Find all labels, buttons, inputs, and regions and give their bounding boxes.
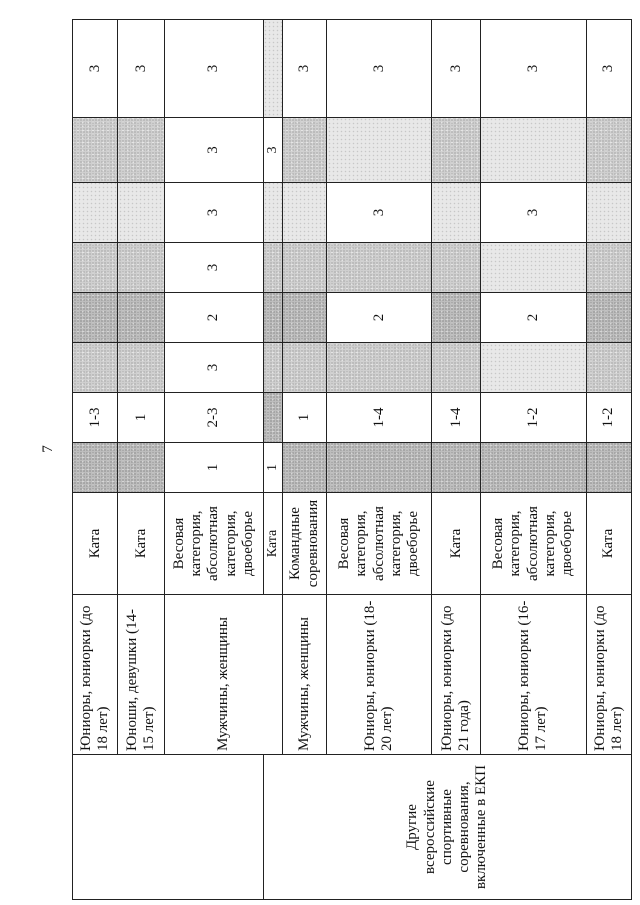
group-cell: Мужчины, женщины [164,595,282,755]
grid-cell [432,293,481,343]
group-cell: Юниоры, юниорки (до 18 лет) [586,595,632,755]
grid-cell: 1-4 [327,393,432,443]
grid-cell [282,118,326,183]
grid-cell [586,243,632,293]
category-cell: Ката [432,493,481,595]
grid-cell: 3 [282,20,326,118]
grid-cell [282,443,326,493]
grid-cell [432,343,481,393]
category-cell: Ката [118,493,165,595]
grid-cell: 1-4 [432,393,481,443]
grid-cell [586,118,632,183]
grid-cell [263,393,282,443]
grid-cell [282,183,326,243]
grid-cell: 3 [481,183,586,243]
group-cell: Юниоры, юниорки (до 18 лет) [73,595,118,755]
category-cell: Ката [263,493,282,595]
category-cell: Ката [73,493,118,595]
page-number: 7 [40,445,56,453]
category-cell: Ката [586,493,632,595]
table-row [73,20,118,900]
grid-cell: 2 [327,293,432,343]
grid-cell: 3 [586,20,632,118]
grid-cell: 1 [282,393,326,443]
category-cell: Командные соревнования [282,493,326,595]
group-cell: Мужчины, женщины [282,595,326,755]
grid-cell [282,243,326,293]
grid-cell [586,293,632,343]
grid-cell [73,183,118,243]
grid-cell: 1-2 [586,393,632,443]
table-row [263,20,282,900]
category-cell: Весовая категория, абсолютная категория, двоеборье [164,493,263,595]
grid-cell [586,343,632,393]
grid-cell [73,443,118,493]
grid-cell [327,443,432,493]
grid-cell [73,243,118,293]
grid-cell: 3 [327,20,432,118]
grid-cell [118,118,165,183]
grid-cell: 3 [432,20,481,118]
grid-cell [118,343,165,393]
grid-cell: 3 [73,20,118,118]
grid-cell [263,183,282,243]
grid-cell [327,243,432,293]
grid-cell: 1 [164,443,263,493]
grid-cell [118,293,165,343]
grid-cell [263,343,282,393]
category-cell: Весовая категория, абсолютная категория, двоеборье [481,493,586,595]
grid-cell: 1-3 [73,393,118,443]
grid-cell [282,293,326,343]
grid-cell [586,183,632,243]
grid-cell [118,183,165,243]
grid-cell: 2-3 [164,393,263,443]
grid-cell [263,293,282,343]
grid-cell [481,118,586,183]
grid-cell: 3 [263,118,282,183]
grid-cell [282,343,326,393]
grid-cell: 3 [164,118,263,183]
grid-cell [327,118,432,183]
grid-cell [118,243,165,293]
grid-cell: 2 [164,293,263,343]
grid-cell [263,20,282,118]
group-cell: Юниоры, юниорки (18-20 лет) [327,595,432,755]
grid-cell: 3 [164,343,263,393]
rotated-table-wrapper [72,20,632,900]
grid-cell: 1 [263,443,282,493]
grid-cell [327,343,432,393]
category-cell: Весовая категория, абсолютная категория, двоеборье [327,493,432,595]
grid-cell [432,183,481,243]
table-sheet [72,20,632,900]
grid-cell: 3 [164,243,263,293]
grid-cell [118,443,165,493]
grid-cell [586,443,632,493]
grid-cell: 3 [327,183,432,243]
grid-cell [73,118,118,183]
grid-cell: 1 [118,393,165,443]
grid-cell [481,243,586,293]
grid-cell [73,343,118,393]
grid-cell: 2 [481,293,586,343]
grid-cell [73,293,118,343]
empty-competition-cell [73,755,264,900]
grid-cell [481,443,586,493]
grid-cell [432,443,481,493]
grid-cell: 3 [164,20,263,118]
grid-cell [432,118,481,183]
grid-cell: 3 [481,20,586,118]
grid-cell: 3 [164,183,263,243]
group-cell: Юниоры, юниорки (до 21 года) [432,595,481,755]
data-table [72,19,632,900]
group-cell: Юноши, девушки (14-15 лет) [118,595,165,755]
grid-cell: 3 [118,20,165,118]
grid-cell [263,243,282,293]
group-cell: Юниоры, юниорки (16-17 лет) [481,595,586,755]
grid-cell [432,243,481,293]
grid-cell [481,343,586,393]
grid-cell: 1-2 [481,393,586,443]
competition-label-cell: Другие всероссийские спортивные соревнования, включенные в ЕКП [263,755,631,900]
